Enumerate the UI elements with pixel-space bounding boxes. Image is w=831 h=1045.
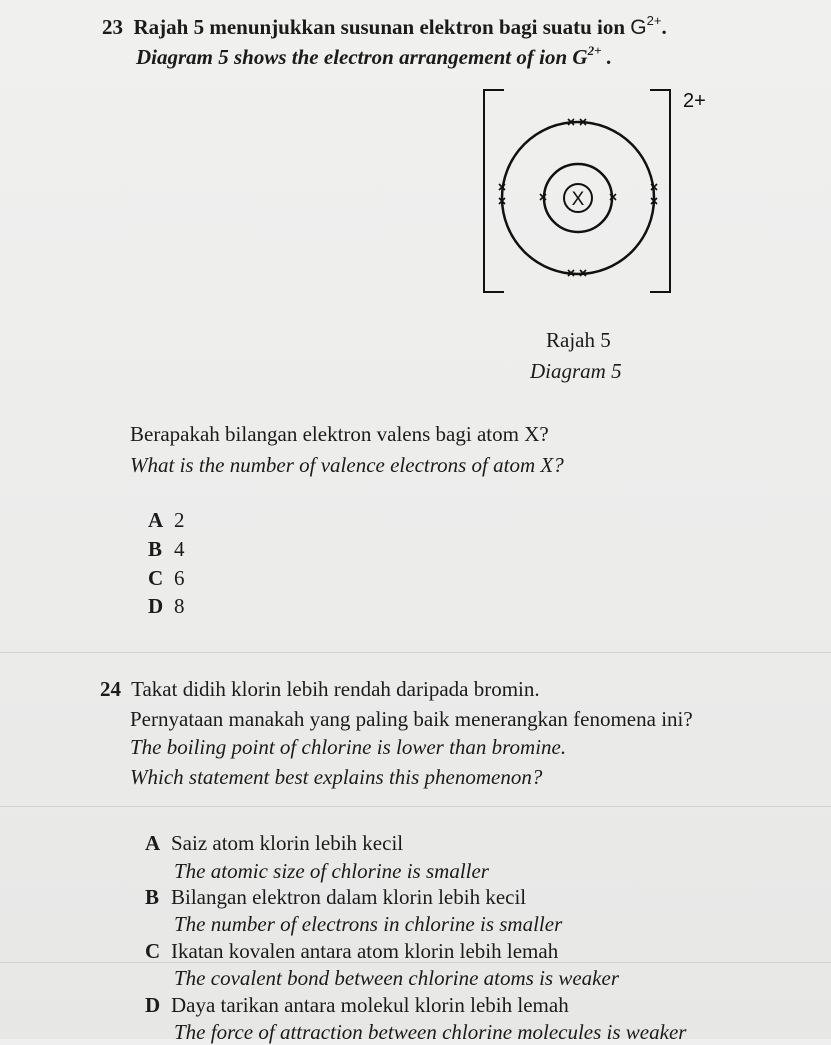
q23-option-c[interactable]: C 6 <box>148 566 185 590</box>
diagram-caption-ms: Rajah 5 <box>546 328 611 352</box>
q23-question-en: What is the number of valence electrons of atom X? <box>130 453 564 477</box>
q24-line1-ms: 24 Takat didih klorin lebih rendah daripada bromin. <box>100 677 540 701</box>
q24-line2-ms: Pernyataan manakah yang paling baik menerangkan fenomena ini? <box>130 707 693 731</box>
q24-line2-en: Which statement best explains this phenomenon? <box>130 765 543 789</box>
left-bracket <box>484 90 504 292</box>
q23-number: 23 <box>102 15 123 39</box>
diagram-caption-en: Diagram 5 <box>530 359 622 383</box>
q23-option-a[interactable]: A 2 <box>148 508 185 532</box>
exam-page: 23 Rajah 5 menunjukkan susunan elektron bagi suatu ion $G^{2+}$. Diagram 5 shows the electron arrangement of ion $G^{2+}$ . 2+ X Rajah 5 Diagram 5 Berapakah bilangan elektron valens bagi atom X? What is the number of valence electrons of atom X? A 2 B 4 C 6 D 8 24 Takat didih klorin lebih rendah daripada bromin. Pernyataan manakah yang paling baik menerangkan fenomena ini? The boiling point of chlorine is lower than bromine. Which statement best explains this phenomenon? A Saiz atom klorin lebih kecil The atomic size of chlorine is smaller B Bilangan elektron dalam klorin lebih kecil The number of electrons in chlorine is smaller C Ikatan kovalen antara atom klorin lebih lemah The covalent bond between chlorine atoms is weaker D Daya tarikan antara molekul klorin lebih lemah The force of attraction between chlorine molecules is weaker <box>0 0 831 1039</box>
electron-arrangement-diagram <box>470 80 730 305</box>
q23-stem-ms: 23 Rajah 5 menunjukkan susunan elektron bagi suatu ion $G^{2+}$. <box>102 13 667 39</box>
divider <box>0 652 831 653</box>
q23-stem-en: Diagram 5 shows the electron arrangement of ion $G^{2+}$ . <box>136 43 612 69</box>
q24-number: 24 <box>100 677 121 701</box>
q23-question-ms: Berapakah bilangan elektron valens bagi atom X? <box>130 422 549 446</box>
q23-option-b[interactable]: B 4 <box>148 537 185 561</box>
q24-line1-en: The boiling point of chlorine is lower than bromine. <box>130 735 567 759</box>
divider <box>0 806 831 807</box>
charge-label: 2+ <box>683 90 706 112</box>
q23-option-d[interactable]: D 8 <box>148 594 185 618</box>
nucleus-label: X <box>571 189 585 210</box>
